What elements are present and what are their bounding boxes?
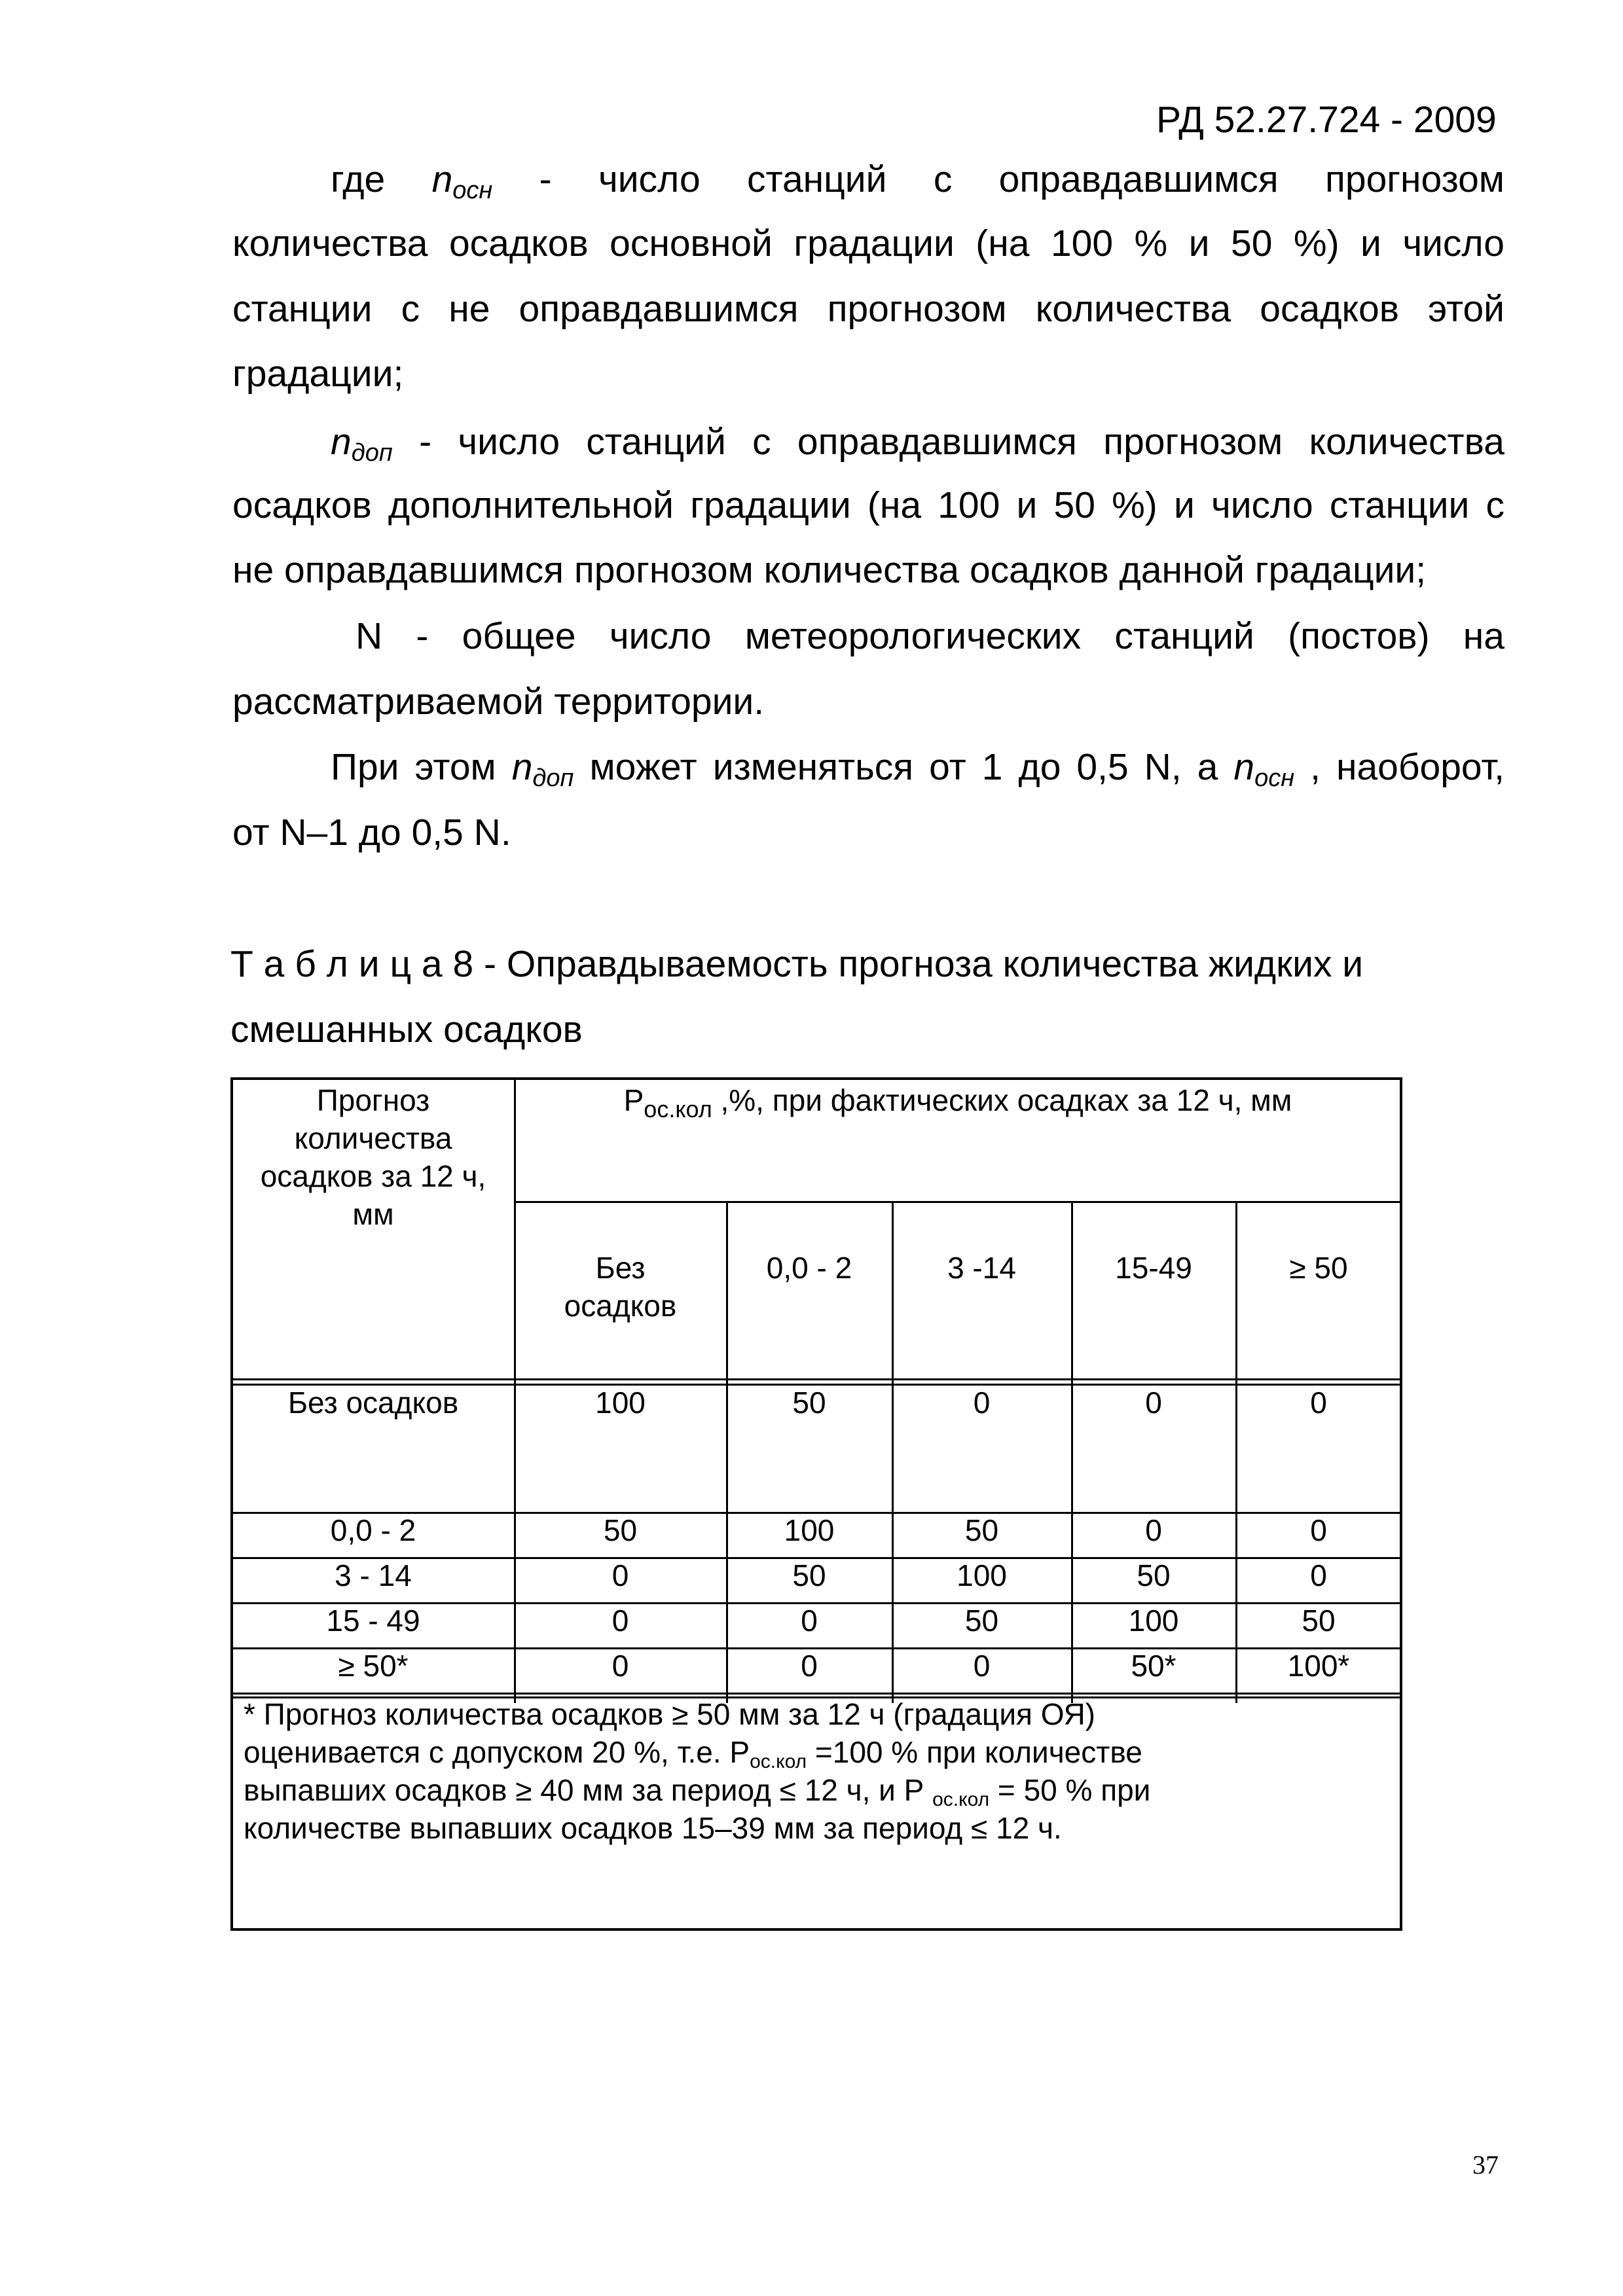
- table-cell: 0: [611, 1558, 629, 1592]
- table-cell: 50: [792, 1386, 826, 1420]
- table-divider: [233, 1378, 1402, 1380]
- table-cell: 50: [1137, 1558, 1171, 1592]
- table-footnote: [244, 1695, 1150, 1847]
- table-cell: 0: [1310, 1386, 1327, 1420]
- table-cell: 0: [801, 1649, 818, 1683]
- paragraph-1-line-2: количества осадков основной градации (на 100 % и 50 %) и число: [232, 223, 1504, 264]
- header-text: Прогноз: [316, 1083, 430, 1117]
- corner-header: [233, 1081, 513, 1233]
- table-cell: 100: [784, 1513, 835, 1547]
- text: - число станций с оправдавшимся прогнозом количества: [392, 421, 1504, 463]
- column-header-0-2: 0,0 - 2: [766, 1251, 852, 1285]
- table-cell: 100*: [1287, 1649, 1350, 1683]
- text: - число станций с оправдавшимся прогнозом: [539, 158, 1504, 200]
- symbol-n-dop: $n_{доп}$: [511, 746, 574, 792]
- column-header-3-14: 3 -14: [947, 1251, 1016, 1285]
- table-divider: [514, 1201, 1402, 1203]
- paragraph-1-line-3: станции с не оправдавшимся прогнозом количества осадков этой: [232, 288, 1504, 330]
- table-cell: 100: [595, 1386, 646, 1420]
- table-cell: 50: [964, 1604, 999, 1638]
- column-header-15-49: 15-49: [1115, 1251, 1192, 1285]
- footnote-line: выпавших осадков ≥ 40 мм за период ≤ 12 ч, и Р $_{ос.кол}$ = 50 % при: [244, 1773, 1151, 1810]
- paragraph-3-line-2: рассматриваемой территории.: [232, 681, 765, 723]
- column-header-50-plus: ≥ 50: [1289, 1251, 1348, 1285]
- paragraph-2-line-3: не оправдавшимся прогнозом количества осадков данной градации;: [232, 549, 1427, 591]
- paragraph-4-line-1: [331, 744, 1504, 790]
- page-number: 37: [1472, 2150, 1499, 2179]
- table-cell: 0: [1145, 1386, 1162, 1420]
- header-text: мм: [352, 1197, 394, 1231]
- paragraph-4-line-2: от N–1 до 0,5 N.: [232, 812, 511, 853]
- table-cell: 50: [1302, 1604, 1336, 1638]
- header-text: количества: [294, 1121, 452, 1155]
- paragraph-3-line-1: N - общее число метеорологических станций (постов) на: [356, 615, 1504, 657]
- table-cell: 50: [792, 1558, 826, 1592]
- table-cell: 0: [611, 1649, 629, 1683]
- table-cell: 50: [964, 1513, 999, 1547]
- table-cell: 50*: [1131, 1649, 1176, 1683]
- footnote-line: количестве выпавших осадков 15–39 мм за период ≤ 12 ч.: [244, 1811, 1062, 1845]
- table-caption-line-1: Т а б л и ц а 8 - Оправдываемость прогноза количества жидких и: [230, 943, 1364, 985]
- row-label: 15 - 49: [326, 1604, 420, 1638]
- table-divider: [233, 1693, 1402, 1695]
- table-cell: 0: [1145, 1513, 1162, 1547]
- paragraph-1-line-1: [331, 156, 1504, 202]
- paragraph-2-line-1: [331, 419, 1504, 465]
- group-header: $Р_{ос.кол}$ ,%, при фактических осадках за 12 ч, мм: [623, 1083, 1292, 1122]
- table-cell: 0: [1310, 1558, 1327, 1592]
- row-label: 3 - 14: [335, 1558, 412, 1592]
- table-cell: 50: [603, 1513, 638, 1547]
- symbol-n-dop: $n_{доп}$: [331, 421, 393, 467]
- symbol-n-osn: $n_{осн}$: [431, 158, 493, 204]
- table-caption-line-2: смешанных осадков: [230, 1009, 583, 1050]
- row-label: Без осадков: [287, 1386, 459, 1420]
- document-id: РД 52.27.724 - 2009: [1156, 99, 1497, 141]
- text: При этом: [331, 746, 512, 788]
- table-cell: 100: [957, 1558, 1007, 1592]
- text: , наоборот,: [1294, 746, 1504, 788]
- table-cell: 0: [611, 1604, 629, 1638]
- text: где: [331, 158, 386, 200]
- row-label: 0,0 - 2: [330, 1513, 416, 1547]
- symbol-n-osn: $n_{осн}$: [1233, 746, 1295, 792]
- footnote-line: оценивается с допуском 20 %, т.е. $Р_{ос.кол} =100$ % при количестве: [244, 1735, 1142, 1772]
- table-cell: 0: [1310, 1513, 1327, 1547]
- row-label: ≥ 50*: [338, 1649, 409, 1683]
- column-header-no-precip: Без осадков: [564, 1251, 677, 1323]
- paragraph-1-line-4: градации;: [232, 353, 404, 395]
- table-cell: 0: [801, 1604, 818, 1638]
- text: может изменяться от 1 до 0,5 N, а: [574, 746, 1234, 788]
- table-cell: 0: [973, 1649, 991, 1683]
- paragraph-2-line-2: осадков дополнительной градации (на 100 и 50 %) и число станции с: [232, 484, 1504, 526]
- footnote-line: * Прогноз количества осадков ≥ 50 мм за 12 ч (градация ОЯ): [244, 1697, 1096, 1731]
- table-cell: 0: [973, 1386, 991, 1420]
- table-cell: 100: [1128, 1604, 1179, 1638]
- header-text: осадков за 12 ч,: [260, 1159, 486, 1193]
